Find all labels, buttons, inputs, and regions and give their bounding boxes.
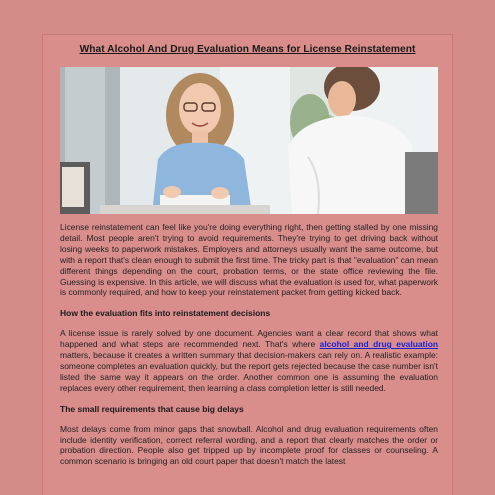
evaluation-link[interactable]: alcohol and drug evaluation bbox=[319, 339, 439, 350]
section-paragraph: Most delays come from minor gaps that snowball. Alcohol and drug evaluation requirements often include identity verification, correct referral wording, and a report that clearly matches the order or probation direction. People also get tripped up by incomplete proof for classes or counseling. A common scenario is bringing an old court paper that doesn't match the latest bbox=[60, 423, 438, 467]
section-heading: How the evaluation fits into reinstatement decisions bbox=[60, 308, 271, 319]
article-body bbox=[60, 222, 438, 477]
intro-paragraph: License reinstatement can feel like you're doing everything right, then getting stalled by one missing detail. Most people aren't trying to avoid requirements. They're trying to get driving back without losing weeks to paperwork mistakes. Employers and attorneys usually want the same outcome, but with a report that's clean enough to submit the first time. The tricky part is that "evaluation" can mean different things depending on the court, probation terms, or the state office reviewing the file. Guessing is expensive. In this article, we will discuss what the evaluation is used for, what paperwork is commonly required, and how to keep your reinstatement packet from getting kicked back. bbox=[60, 222, 438, 298]
document-page bbox=[42, 34, 453, 495]
paragraph-text: matters, because it creates a written summary that decision-makers can rely on. A realistic example: someone completes an evaluation quickly, but the report gets rejected because the case number isn't listed the same way it appears on the order. Another common one is assuming the evaluation replaces every other requirement, then learning a class completion letter is still needed. bbox=[60, 350, 438, 393]
section-paragraph bbox=[60, 328, 438, 393]
header-photo bbox=[60, 67, 438, 214]
section-heading: The small requirements that cause big delays bbox=[60, 403, 244, 414]
paragraph-text: A license issue is rarely solved by one document. Agencies want a clear record that shows what happened and what steps are recommended next. That's where bbox=[60, 328, 438, 350]
document-title: What Alcohol And Drug Evaluation Means for License Reinstatement bbox=[79, 44, 416, 55]
